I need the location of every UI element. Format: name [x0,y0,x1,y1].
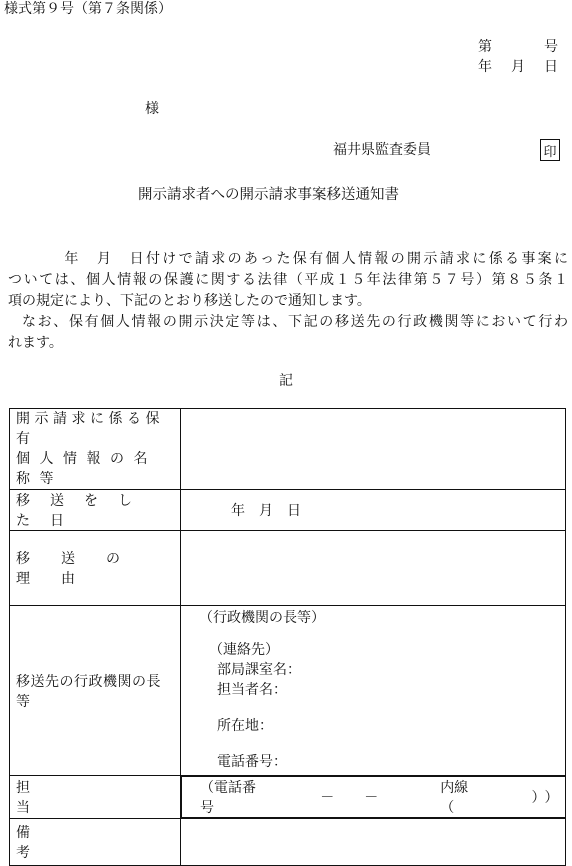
hi-label: 日 [544,59,558,75]
transfer-detail-table [9,408,566,866]
extension-label: 内線（ [440,780,469,816]
table-row [10,490,566,531]
person-in-charge-value[interactable] [181,776,566,818]
body-line: ついては、個人情報の保護に関する法律（平成１５年法律第５７号）第８５条１ [8,272,568,288]
remarks-label: 備考 [10,819,181,866]
table-row [10,409,566,490]
addressee-suffix: 様 [145,101,159,117]
form-number: 様式第９号（第７条関係） [4,1,172,17]
document-number-block [478,36,558,76]
dest-contact: （連絡先） [209,642,279,658]
transfer-date-value[interactable]: 年 月 日 [181,490,566,531]
body-line: れます。 [8,335,63,351]
extension-close: ）） [531,790,565,806]
seal-stamp: 印 [540,139,560,161]
destination-value[interactable] [181,606,566,776]
tsuki-label: 月 [511,59,525,75]
sender-name: 福井県監査委員 [333,142,431,158]
document-title: 開示請求者への開示請求事案移送通知書 [138,187,399,203]
body-line: 年 月 日付けで請求のあった保有個人情報の開示請求に係る事案に [48,251,568,267]
tel-dash: － [320,790,335,806]
dest-address: 所在地： [217,718,273,734]
table-row [10,531,566,606]
dest-dept: 部局課室名： [217,662,301,678]
transfer-reason-value[interactable] [181,531,566,606]
body-text [8,249,568,354]
date-row [478,56,558,76]
go-label: 号 [544,39,558,55]
info-name-label [10,409,181,490]
dest-person: 担当者名： [217,682,287,698]
dest-tel: 電話番号： [217,754,287,770]
dai-label: 第 [478,39,492,55]
destination-label: 移送先の行政機関の長等 [10,606,181,776]
body-line: 項の規定により、下記のとおり移送したので通知します。 [8,293,371,309]
ki-heading: 記 [279,373,293,389]
table-row [10,776,566,819]
person-in-charge-label: 担当 [10,776,181,819]
label-line: 個人情報の名称等 [16,451,157,487]
tel-dash: － [364,790,379,806]
table-row [10,819,566,866]
transfer-date-label: 移送をした日 [10,490,181,531]
number-row [478,36,558,56]
dest-head: （行政機関の長等） [199,610,325,626]
nen-label: 年 [478,59,492,75]
info-name-value[interactable] [181,409,566,490]
body-line: なお、保有個人情報の開示決定等は、下記の移送先の行政機関等において行わ [22,314,568,330]
label-line: 開示請求に係る保有 [16,411,164,447]
tel-label: （電話番号 [200,780,256,816]
transfer-reason-label: 移送の理由 [10,531,181,606]
table-row [10,606,566,776]
remarks-value[interactable] [181,819,566,866]
